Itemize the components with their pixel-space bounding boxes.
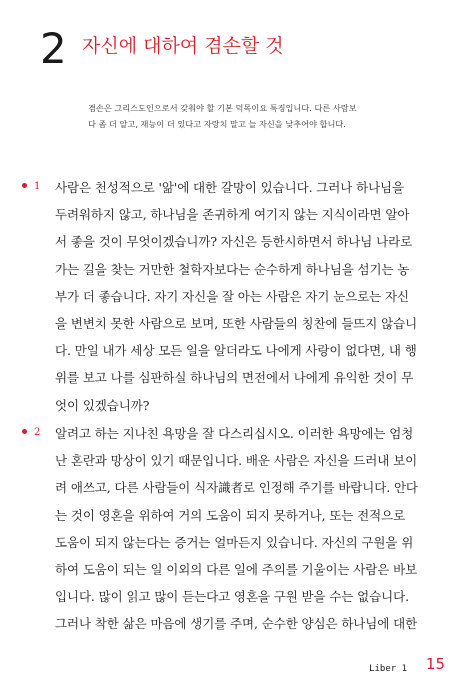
text-line: 엇이 있겠습니까?	[55, 397, 150, 413]
section-number: 1	[34, 181, 41, 192]
chapter-title: 자신에 대하여 겸손할 것	[82, 35, 284, 57]
text-line: 사람은 천성적으로 '앎'에 대한 갈망이 있습니다. 그러나 하나님을	[55, 180, 405, 195]
page-number: 15	[425, 655, 445, 673]
text-line: 그러나 착한 삶은 마음에 생기를 주며, 순수한 양심은 하나님에 대한	[55, 616, 418, 632]
text-line: 난 혼란과 망상이 있기 때문입니다. 배운 사람은 자신을 드러내 보이	[55, 453, 418, 469]
text-line: 위를 보고 나를 심판하실 하나님의 면전에서 나에게 유익한 것이 무	[55, 370, 414, 386]
text-line: 다. 만일 내가 세상 모든 일을 알더라도 나에게 사랑이 없다면, 내 행	[55, 343, 417, 359]
text-line: 두려워하지 않고, 하나님을 존귀하게 여기지 않는 지식이라면 알아	[55, 207, 410, 223]
text-line: 도움이 되지 않는다는 증거는 얼마든지 있습니다. 자신의 구원을 위	[55, 534, 414, 550]
section-number: 2	[34, 427, 41, 438]
chapter-number: 2	[40, 24, 67, 73]
chapter-summary	[88, 100, 400, 132]
text-line: 알려고 하는 지나친 욕망을 잘 다스리십시오. 이러한 욕망에는 엄청	[55, 426, 414, 441]
bullet-marker-icon	[22, 183, 27, 188]
text-line: 하여 도움이 되는 일 이외의 다른 일에 주의를 기울이는 사람은 바보	[55, 561, 418, 577]
chapter-header	[40, 26, 450, 74]
text-line: 부가 더 좋습니다. 자기 자신을 잘 아는 사람은 자기 눈으로는 자신	[55, 288, 409, 304]
text-line: 가는 길을 찾는 거만한 철학자보다는 순수하게 하나님을 섬기는 농	[55, 261, 410, 277]
section-body	[55, 424, 450, 642]
running-title: Liber 1	[369, 664, 407, 674]
section-body	[55, 178, 450, 423]
text-line: 을 변변치 못한 사람으로 보며, 또한 사람들의 칭찬에 들뜨지 않습니	[55, 315, 418, 331]
summary-line: 다 좀 더 알고, 재능이 더 있다고 자랑치 말고 늘 자신을 낮추어야 합니다.	[88, 119, 346, 129]
text-line: 는 것이 영혼을 위하여 거의 도움이 되지 못하거나, 또는 전적으로	[55, 507, 406, 523]
text-line: 서 좋을 것이 무엇이겠습니까? 자신은 등한시하면서 하나님 나라로	[55, 234, 413, 250]
summary-line: 겸손은 그리스도인으로서 갖춰야 할 기본 덕목이요 특징입니다. 다른 사람보	[88, 103, 357, 113]
text-line: 려 애쓰고, 다른 사람들이 식자識者로 인정해 주기를 바랍니다. 안다	[55, 480, 418, 496]
text-line: 입니다. 많이 읽고 많이 듣는다고 영혼을 구원 받을 수는 없습니다.	[55, 589, 409, 605]
bullet-marker-icon	[22, 429, 27, 434]
